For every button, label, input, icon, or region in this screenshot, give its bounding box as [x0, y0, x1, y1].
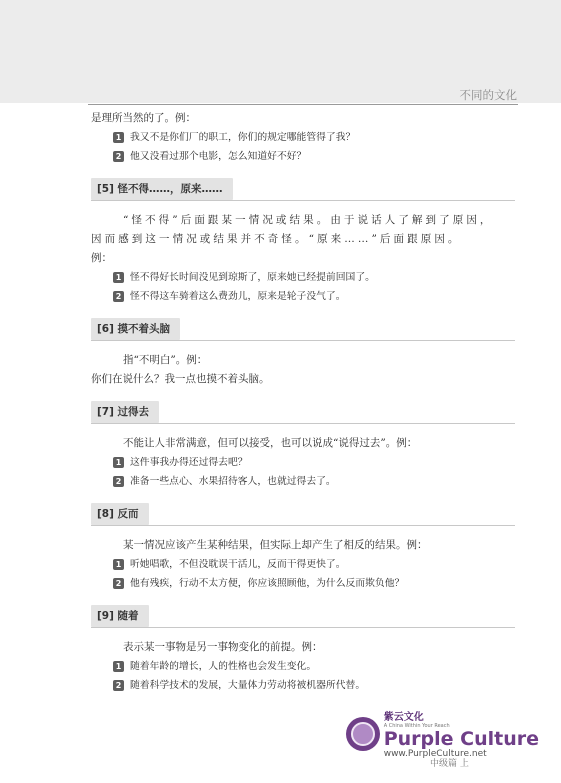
example-item: 2 准备一些点心、水果招待客人，也就过得去了。: [113, 472, 515, 491]
paragraph: 你们在说什么？我一点也摸不着头脑。: [91, 373, 270, 385]
example-number: 2: [113, 680, 124, 691]
example-number: 2: [113, 291, 124, 302]
paragraph: 表示某一事物是另一事物变化的前提。例：: [123, 641, 323, 653]
paragraph: “怪不得”后面跟某一情况或结果。由于说话人了解到了原因，: [123, 214, 494, 226]
section-heading: [91, 401, 515, 424]
example-number: 2: [113, 151, 124, 162]
page-content: [91, 109, 515, 695]
watermark-tagline: A China Within Your Reach: [383, 723, 450, 729]
section-heading: [91, 503, 515, 526]
example-item: 2 他又没看过那个电影，怎么知道好不好？: [113, 147, 515, 166]
watermark-brand: Purple Culture: [383, 728, 539, 750]
section-tag: [9] 随着: [91, 605, 149, 627]
running-header: 不同的文化: [459, 88, 517, 102]
paragraph: 例：: [91, 252, 112, 264]
example-item: 1 怪不得好长时间没见到琼斯了，原来她已经提前回国了。: [113, 268, 515, 287]
section-heading: [91, 178, 515, 201]
section-tag: [8] 反而: [91, 503, 149, 525]
footer-page-label: 中级篇 上: [430, 759, 469, 769]
example-number: 1: [113, 272, 124, 283]
paragraph: 指“不明白”。例：: [123, 354, 208, 366]
section-heading: [91, 318, 515, 341]
example-number: 1: [113, 559, 124, 570]
purple-culture-logo-icon: [346, 717, 380, 751]
example-item: 2 随着科学技术的发展，大量体力劳动将被机器所代替。: [113, 676, 515, 695]
section-heading: [91, 605, 515, 628]
section-tag: [7] 过得去: [91, 401, 159, 423]
example-item: 2 他有残疾，行动不太方便，你应该照顾他，为什么反而欺负他？: [113, 574, 515, 593]
example-number: 1: [113, 661, 124, 672]
section-tag: [5] 怪不得……，原来……: [91, 178, 233, 200]
header-rule: [88, 104, 518, 105]
watermark-url: www.PurpleCulture.net: [383, 749, 487, 759]
example-item: 2 怪不得这车骑着这么费劲儿，原来是轮子没气了。: [113, 287, 515, 306]
paragraph: 某一情况应该产生某种结果，但实际上却产生了相反的结果。例：: [123, 539, 428, 551]
example-item: 1 随着年龄的增长，人的性格也会发生变化。: [113, 657, 515, 676]
paragraph: 因而感到这一情况或结果并不奇怪。“原来……”后面跟原因。: [91, 233, 462, 245]
intro-line: 是理所当然的了。例：: [91, 112, 196, 124]
example-item: 1 听她唱歌，不但没耽误干活儿，反而干得更快了。: [113, 555, 515, 574]
paragraph: 不能让人非常满意，但可以接受，也可以说成“说得过去”。例：: [123, 437, 418, 449]
example-number: 2: [113, 476, 124, 487]
watermark-text: [384, 708, 539, 759]
example-item: 1 这件事我办得还过得去吧？: [113, 453, 515, 472]
example-number: 1: [113, 132, 124, 143]
watermark-logo: [346, 708, 539, 759]
example-number: 1: [113, 457, 124, 468]
example-item: 1 我又不是你们厂的职工，你们的规定哪能管得了我？: [113, 128, 515, 147]
watermark-cn: 紫云文化: [383, 712, 424, 723]
section-tag: [6] 摸不着头脑: [91, 318, 180, 340]
example-number: 2: [113, 578, 124, 589]
